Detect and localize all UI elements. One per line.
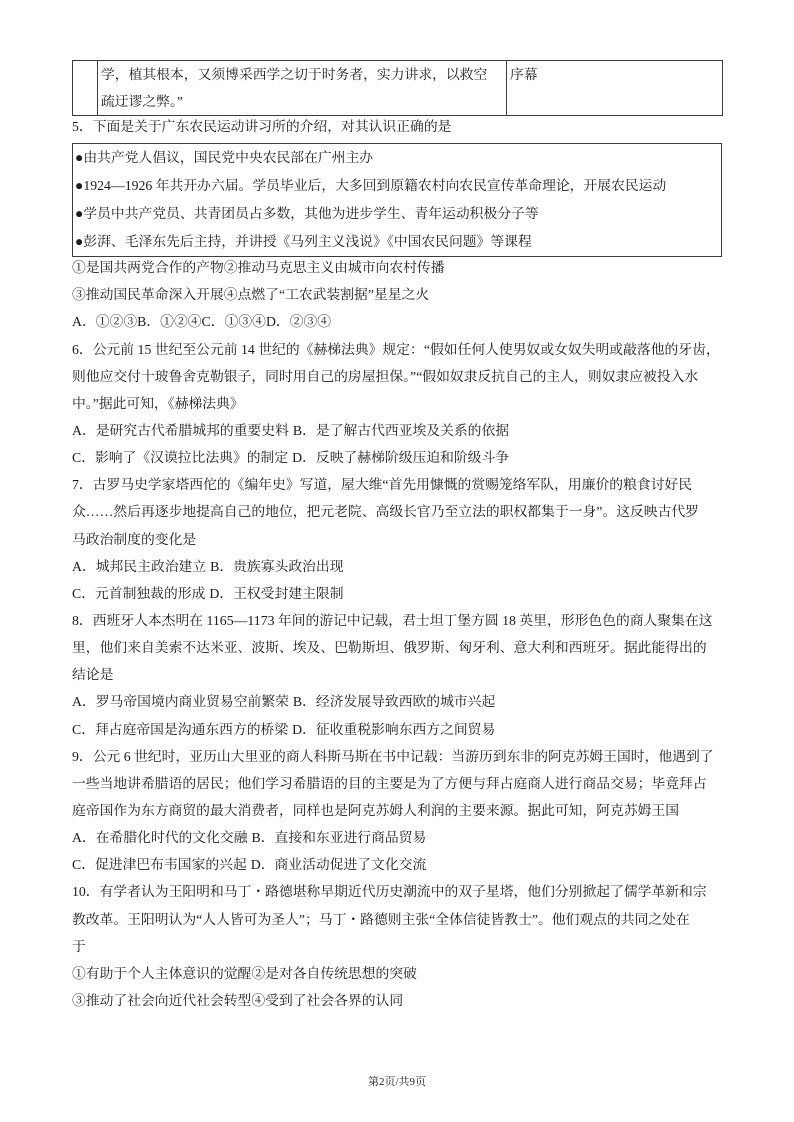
option-c: C．拜占庭帝国是沟通东西方的桥梁 bbox=[72, 721, 289, 737]
options-line bbox=[72, 851, 722, 878]
question-6 bbox=[72, 336, 722, 472]
options-line bbox=[72, 688, 722, 715]
option-d: D．②③④ bbox=[265, 314, 332, 330]
question-stem bbox=[72, 336, 722, 363]
option-d: D．商业活动促进了文化交流 bbox=[250, 857, 427, 873]
stem-text: 里，他们来自美索不达米亚、波斯、埃及、巴勒斯坦、俄罗斯、匈牙利、意大利和西班牙。据此能得出的 bbox=[72, 640, 707, 656]
bullet-text: 由共产党人倡议，国民党中央农民部在广州主办 bbox=[83, 150, 374, 166]
question-8 bbox=[72, 607, 722, 743]
material-bullet-item bbox=[75, 200, 721, 228]
statement: ③推动了社会向近代社会转型 bbox=[72, 992, 252, 1008]
option-a: A．城邦民主政治建立 bbox=[72, 558, 207, 574]
page-number: 第2页/共9页 bbox=[367, 1076, 427, 1088]
stem-text: 庭帝国作为东方商贸的最大消费者，同样也是阿克苏姆人利润的主要来源。据此可知，阿克苏姆王国 bbox=[72, 802, 680, 818]
material-line: 学，植其根本，又须博采西学之切于时务者，实力讲求，以救空 bbox=[101, 67, 488, 82]
question-stem bbox=[72, 471, 722, 498]
conclusion-text: 序幕 bbox=[510, 67, 538, 82]
options-line bbox=[72, 716, 722, 743]
question-number: 5． bbox=[72, 119, 93, 134]
statement: ②推动马克思主义由城市向农村传播 bbox=[223, 260, 445, 276]
options-line bbox=[72, 580, 722, 607]
question-stem bbox=[72, 607, 722, 634]
stem-text: 有学者认为王阳明和马丁・路德堪称早期近代历史潮流中的双子星塔，他们分别掀起了儒学革新和宗 bbox=[99, 884, 707, 900]
statements-line bbox=[72, 987, 722, 1014]
statement: ②是对各自传统思想的突破 bbox=[251, 965, 417, 981]
stem-text: 西班牙人本杰明在 1165—1173 年间的游记中记载，君士坦丁堡方圆 18 英里，形形色色的商人聚集在这 bbox=[92, 612, 713, 628]
table-cell-conclusion bbox=[507, 61, 723, 116]
statement: ④受到了社会各界的认同 bbox=[251, 992, 404, 1008]
option-b: B．①②④ bbox=[137, 314, 202, 330]
bullet-icon: ● bbox=[75, 206, 84, 222]
option-a: A．是研究古代希腊城邦的重要史料 bbox=[72, 422, 289, 438]
stem-text: 公元 6 世纪时，亚历山大里亚的商人科斯马斯在书中记载：当游历到东非的阿克苏姆王国时，他遇到了 bbox=[92, 748, 714, 764]
option-d: D．征收重税影响东西方之间贸易 bbox=[292, 721, 496, 737]
bullet-text: 学员中共产党员、共青团员占多数，其他为进步学生、青年运动积极分子等 bbox=[83, 206, 539, 222]
stem-text: 公元前 15 世纪至公元前 14 世纪的《赫梯法典》规定：“假如任何人使男奴或女奴失明或敲落他的牙齿， bbox=[92, 341, 720, 357]
stem-text: 结论是 bbox=[72, 667, 114, 683]
stem-text: 马政治制度的变化是 bbox=[72, 531, 197, 547]
bullet-icon: ● bbox=[75, 150, 84, 166]
question-number: 6． bbox=[72, 341, 93, 357]
option-c: C．元首制独裁的形成 bbox=[72, 585, 206, 601]
statement: ①是国共两党合作的产物 bbox=[72, 260, 224, 276]
option-b: B．是了解古代西亚埃及关系的依据 bbox=[292, 422, 510, 438]
question-stem bbox=[72, 743, 722, 770]
material-box bbox=[72, 143, 722, 257]
option-b: B．经济发展导致西欧的城市兴起 bbox=[292, 694, 496, 710]
stem-text: 教改革。王阳明认为“人人皆可为圣人”；马丁・路德则主张“全体信徒皆教士”。他们观点的共同之处在 bbox=[72, 911, 690, 927]
question-stem bbox=[72, 878, 722, 905]
question-number: 9． bbox=[72, 748, 93, 764]
stem-text: 则他应交付十玻鲁舍克勒银子，同时用自己的房屋担保。”“假如奴隶反抗自己的主人，则奴隶应被投入水 bbox=[72, 368, 699, 384]
option-c: C．①③④ bbox=[201, 314, 266, 330]
stem-text: 中。”据此可知，《赫梯法典》 bbox=[72, 395, 244, 411]
statement: ④点燃了“工农武装割据”星星之火 bbox=[223, 287, 430, 303]
stem-text: 于 bbox=[72, 938, 86, 954]
bullet-icon: ● bbox=[75, 178, 84, 194]
options-line bbox=[72, 308, 722, 335]
option-a: A．罗马帝国境内商业贸易空前繁荣 bbox=[72, 694, 289, 710]
question-number: 10． bbox=[72, 884, 100, 900]
statements-line bbox=[72, 254, 722, 281]
material-line: 疏迂谬之弊。” bbox=[101, 94, 184, 109]
option-a: A．在希腊化时代的文化交融 bbox=[72, 830, 248, 846]
question-9 bbox=[72, 743, 722, 879]
question-10 bbox=[72, 878, 722, 1014]
page-footer bbox=[0, 1074, 794, 1090]
stem-text: 一些当地讲希腊语的居民；他们学习希腊语的目的主要是为了方便与拜占庭商人进行商品交易；毕竟拜占 bbox=[72, 775, 707, 791]
stem-text: 下面是关于广东农民运动讲习所的介绍，对其认识正确的是 bbox=[92, 119, 452, 134]
prev-question-table bbox=[72, 60, 723, 116]
material-bullet-item bbox=[75, 172, 721, 200]
options-line bbox=[72, 417, 722, 444]
question-5 bbox=[72, 113, 722, 336]
bullet-text: 1924—1926 年共开办六届。学员毕业后，大多回到原籍农村向农民宣传革命理论，开展农民运动 bbox=[83, 178, 667, 194]
option-c: C．促进津巴布韦国家的兴起 bbox=[72, 857, 247, 873]
question-number: 8． bbox=[72, 612, 93, 628]
question-7 bbox=[72, 471, 722, 607]
material-bullet-item bbox=[75, 228, 721, 256]
option-a: A．①②③ bbox=[72, 314, 138, 330]
bullet-icon: ● bbox=[75, 234, 84, 250]
material-bullet-item bbox=[75, 144, 721, 172]
option-d: D．反映了赫梯阶级压迫和阶级斗争 bbox=[292, 450, 510, 466]
question-number: 7． bbox=[72, 477, 93, 493]
statements-line bbox=[72, 281, 722, 308]
option-d: D．王权受封建主限制 bbox=[209, 585, 344, 601]
statement: ③推动国民革命深入开展 bbox=[72, 287, 224, 303]
option-c: C．影响了《汉谟拉比法典》的制定 bbox=[72, 450, 289, 466]
option-b: B．直接和东亚进行商品贸易 bbox=[251, 830, 427, 846]
options-line bbox=[72, 444, 722, 471]
stem-text: 众……然后再逐步地提高自己的地位，把元老院、高级长官乃至立法的职权都集于一身”。这反映古代罗 bbox=[72, 504, 699, 520]
question-stem bbox=[72, 113, 722, 140]
page-content bbox=[72, 60, 722, 1014]
bullet-text: 彭湃、毛泽东先后主持，并讲授《马列主义浅说》《中国农民问题》等课程 bbox=[83, 234, 532, 250]
table-cell-material bbox=[98, 61, 507, 116]
stem-text: 古罗马史学家塔西佗的《编年史》写道，屋大维“首先用慷慨的赏赐笼络军队，用廉价的粮食讨好民 bbox=[92, 477, 693, 493]
statement: ①有助于个人主体意识的觉醒 bbox=[72, 965, 252, 981]
options-line bbox=[72, 553, 722, 580]
table-row bbox=[73, 61, 723, 116]
options-line bbox=[72, 824, 722, 851]
statements-line bbox=[72, 960, 722, 987]
option-b: B．贵族寡头政治出现 bbox=[210, 558, 344, 574]
table-cell-empty bbox=[73, 61, 98, 116]
